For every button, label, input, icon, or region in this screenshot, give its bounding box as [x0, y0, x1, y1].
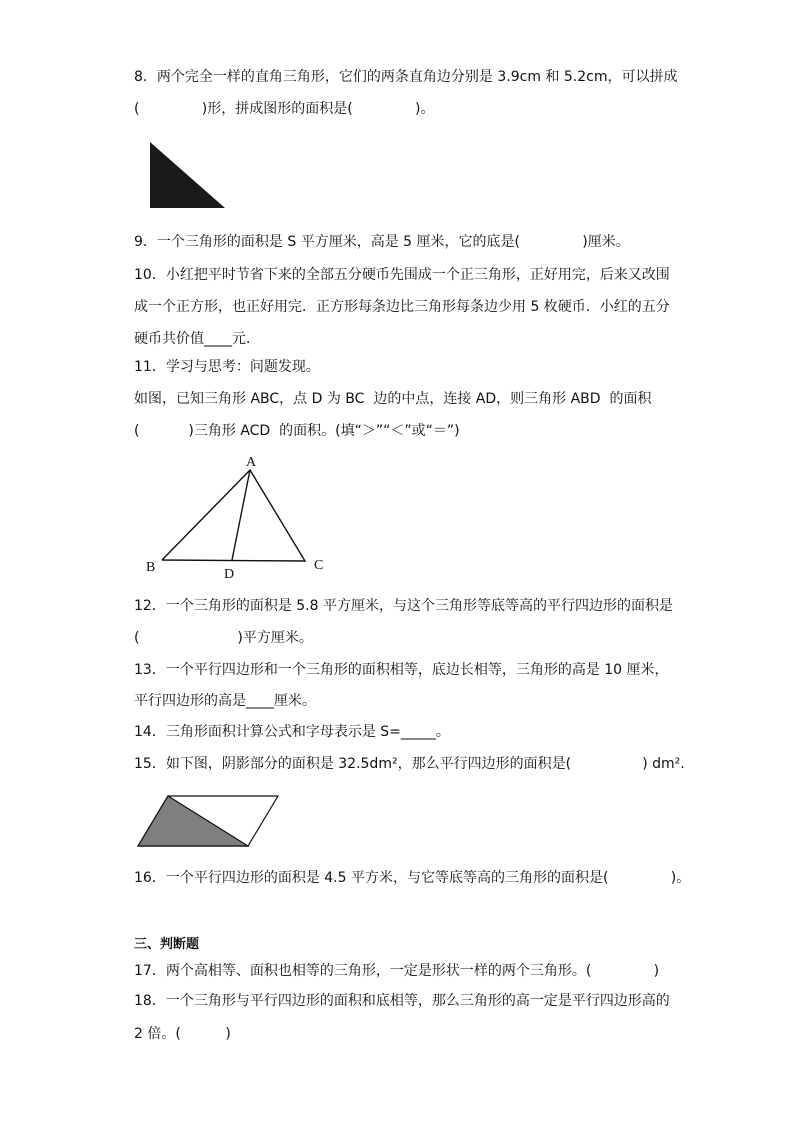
right-triangle-figure	[148, 140, 228, 210]
q11-line1: 11．学习与思考：问题发现。	[134, 359, 320, 375]
q18-line2: 2 倍。( )	[134, 1026, 231, 1042]
segment-ad	[232, 470, 250, 560]
q12-line2: ( )平方厘米。	[134, 630, 313, 646]
label-a: A	[246, 455, 257, 470]
q11-line2: 如图，已知三角形 ABC，点 D 为 BC 边的中点，连接 AD，则三角形 ABD 的面积	[134, 391, 652, 407]
triangle-abc	[162, 470, 305, 561]
q10-line2: 成一个正方形，也正好用完．正方形每条边比三角形每条边少用 5 枚硬币．小红的五分	[134, 299, 670, 315]
q18-line1: 18．一个三角形与平行四边形的面积和底相等，那么三角形的高一定是平行四边形高的	[134, 993, 670, 1009]
q10-line3: 硬币共价值____元．	[134, 331, 260, 347]
section-title: 三、判断题	[134, 937, 200, 952]
q11-line3: ( )三角形 ACD 的面积。(填“＞”“＜”或“＝”)	[134, 423, 460, 439]
q16-line1: 16．一个平行四边形的面积是 4.5 平方米，与它等底等高的三角形的面积是( )。	[134, 870, 691, 886]
dark-right-triangle	[150, 142, 225, 208]
parallelogram-figure	[134, 794, 284, 850]
q14-line1: 14．三角形面积计算公式和字母表示是 S=_____。	[134, 724, 450, 740]
q13-line1: 13．一个平行四边形和一个三角形的面积相等，底边长相等，三角形的高是 10 厘米，	[134, 662, 669, 678]
label-d: D	[224, 567, 235, 582]
triangle-abc-figure	[140, 450, 340, 585]
q13-line2: 平行四边形的高是____厘米。	[134, 693, 316, 709]
q8-line1: 8．两个完全一样的直角三角形，它们的两条直角边分别是 3.9cm 和 5.2cm，可以拼成	[134, 69, 678, 85]
q17-line1: 17．两个高相等、面积也相等的三角形，一定是形状一样的两个三角形。( )	[134, 963, 660, 979]
q12-line1: 12．一个三角形的面积是 5.8 平方厘米，与这个三角形等底等高的平行四边形的面积是	[134, 598, 673, 614]
q10-line1: 10．小红把平时节省下来的全部五分硬币先围成一个正三角形，正好用完，后来又改围	[134, 267, 670, 283]
q8-line2: ( )形，拼成图形的面积是( )。	[134, 101, 435, 117]
q15-line1: 15．如下图，阴影部分的面积是 32.5dm²，那么平行四边形的面积是( ) dm².	[134, 756, 685, 772]
q9-line1: 9．一个三角形的面积是 S 平方厘米，高是 5 厘米，它的底是( )厘米。	[134, 234, 630, 250]
label-c: C	[314, 558, 324, 573]
label-b: B	[146, 560, 156, 575]
